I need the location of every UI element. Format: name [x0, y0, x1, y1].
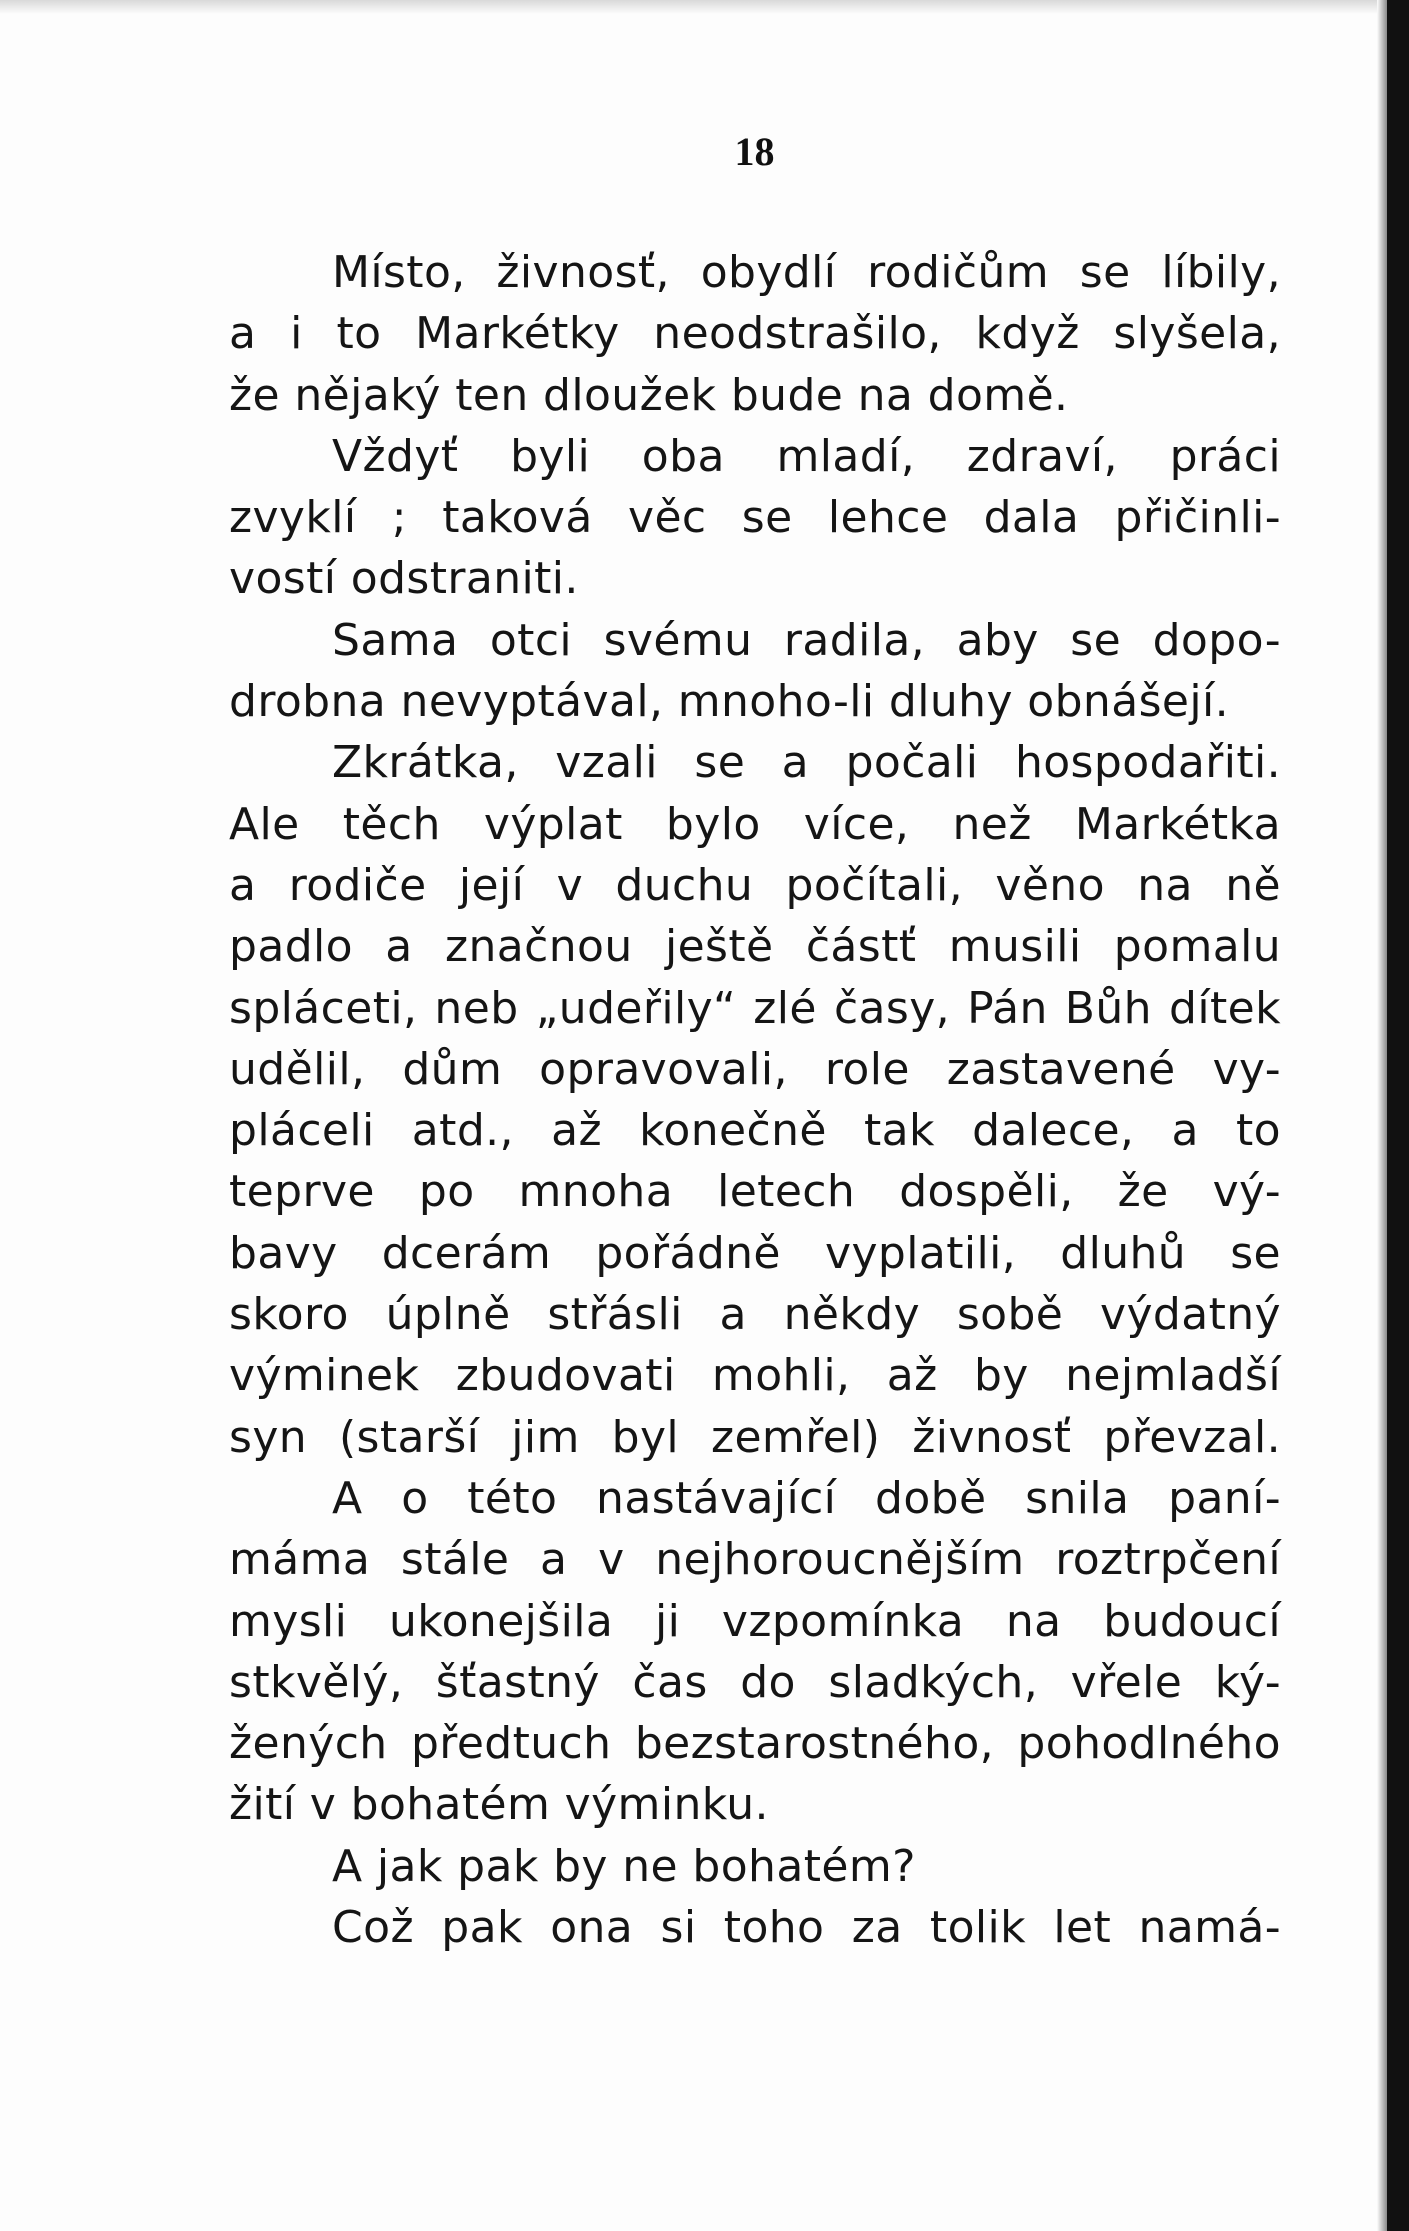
text-line: A jak pak by ne bohatém? — [332, 1840, 916, 1892]
text-line: mysli ukonejšila ji vzpomínka na budoucí — [229, 1595, 1281, 1647]
text-line: syn (starší jim byl zemřel) živnosť převzal. — [229, 1411, 1281, 1463]
text-line: zvyklí ; taková věc se lehce dala přičinli- — [229, 492, 1281, 544]
text-line: udělil, dům opravovali, role zastavené vy- — [229, 1043, 1281, 1095]
text-line: Vždyť byli oba mladí, zdraví, práci — [332, 430, 1281, 482]
text-line: padlo a značnou ještě částť musili pomalu — [229, 921, 1281, 973]
text-line: pláceli atd., až konečně tak dalece, a to — [229, 1105, 1281, 1157]
text-line: skoro úplně střásli a někdy sobě výdatný — [229, 1289, 1281, 1341]
text-line: žených předtuch bezstarostného, pohodlného — [229, 1718, 1281, 1770]
text-line: bavy dcerám pořádně vyplatili, dluhů se — [229, 1227, 1281, 1279]
binding-edge — [1387, 0, 1409, 2231]
text-line: teprve po mnoha letech dospěli, že vý- — [229, 1166, 1281, 1218]
page-top-edge — [0, 0, 1409, 14]
text-line: a i to Markétky neodstrašilo, když slyšela, — [229, 308, 1281, 360]
text-line: Sama otci svému radila, aby se dopo- — [332, 614, 1281, 666]
text-line: spláceti, neb „udeřily“ zlé časy, Pán Bůh dítek — [229, 982, 1281, 1034]
text-line: a rodiče její v duchu počítali, věno na ně — [229, 859, 1281, 911]
text-line: Zkrátka, vzali se a počali hospodařiti. — [332, 737, 1281, 789]
text-line: žití v bohatém výminku. — [229, 1779, 769, 1831]
text-line: A o této nastávající době snila paní- — [332, 1472, 1281, 1524]
text-line: drobna nevyptával, mnoho-li dluhy obnášejí. — [229, 676, 1230, 728]
text-line: Což pak ona si toho za tolik let namá- — [332, 1902, 1281, 1954]
text-line: Místo, živnosť, obydlí rodičům se líbily, — [332, 247, 1281, 298]
text-line: stkvělý, šťastný čas do sladkých, vřele ký- — [229, 1656, 1281, 1708]
text-line: že nějaký ten dloužek bude na domě. — [229, 369, 1069, 421]
text-line: vostí odstraniti. — [229, 553, 579, 605]
text-line: výminek zbudovati mohli, až by nejmladší — [229, 1350, 1281, 1402]
text-line: máma stále a v nejhoroucnějším roztrpčení — [229, 1534, 1281, 1586]
body-text — [229, 242, 1281, 1958]
page-number: 18 — [734, 129, 775, 174]
text-line: Ale těch výplat bylo více, než Markétka — [229, 798, 1281, 850]
